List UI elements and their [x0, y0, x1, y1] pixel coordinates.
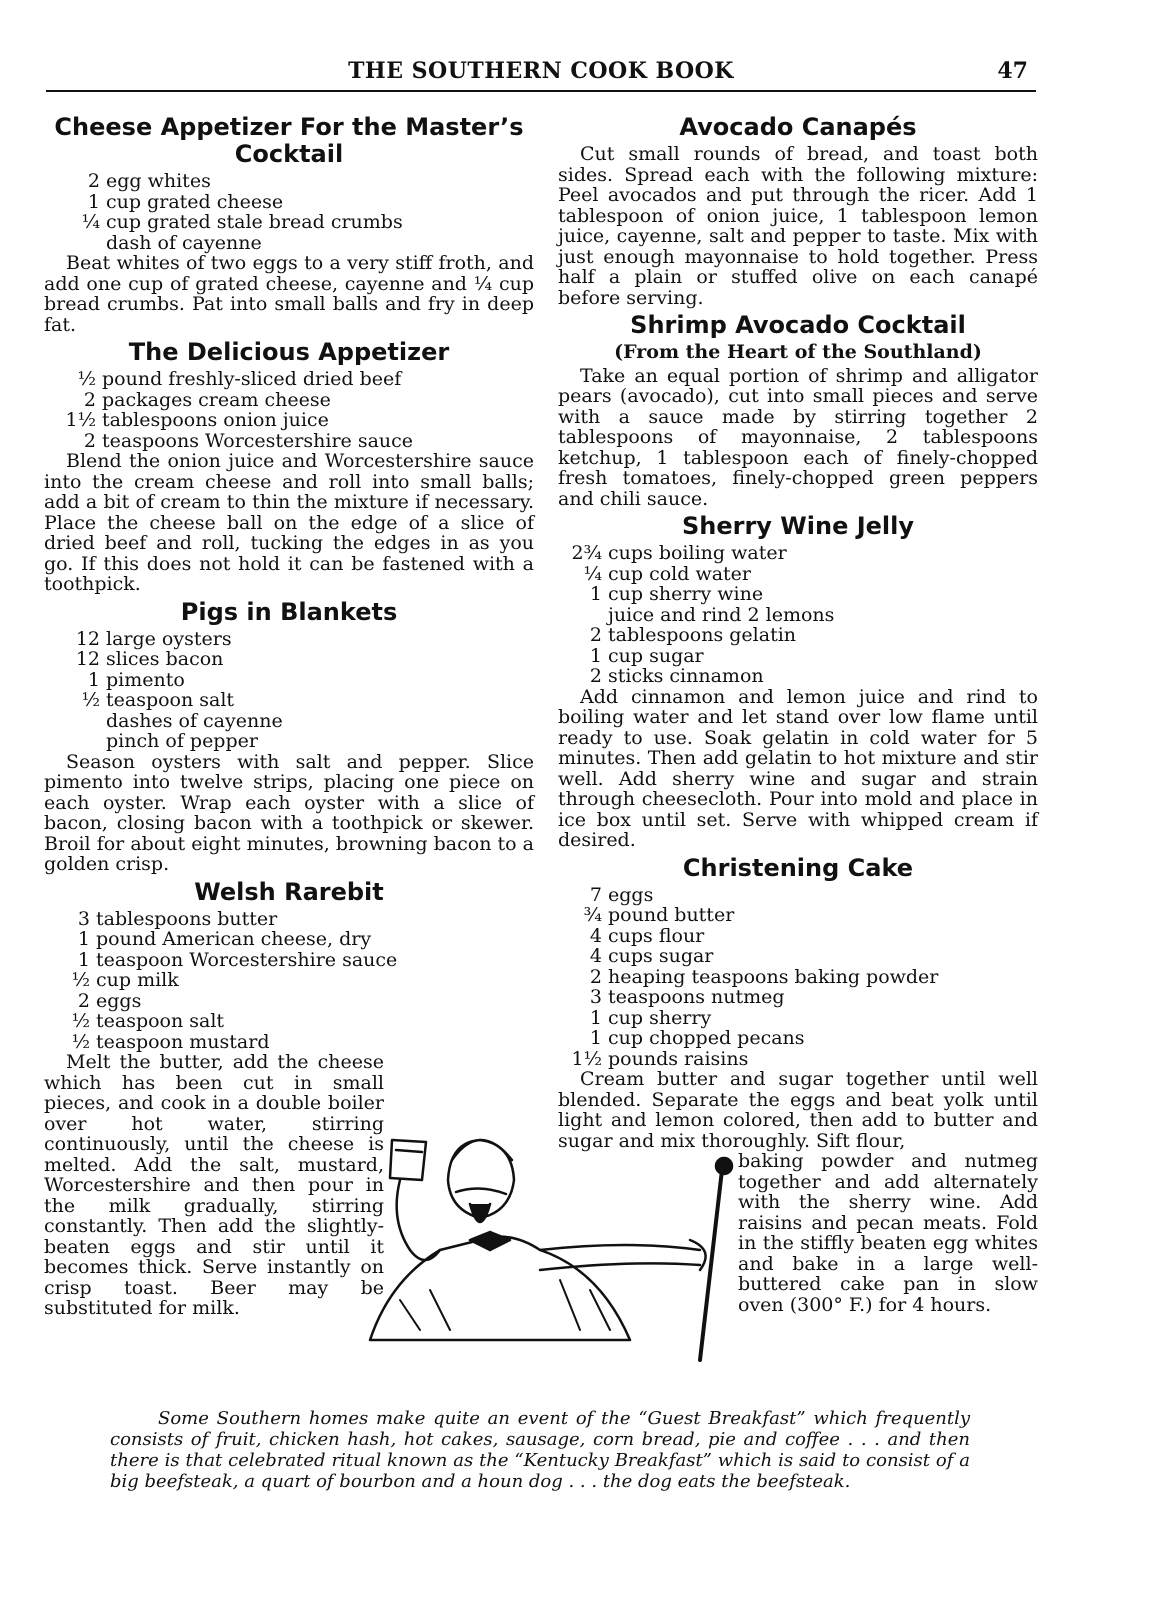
ingredient: 2¾ cups boiling water	[571, 542, 787, 564]
ingredient: ½ pound freshly-sliced dried beef	[77, 368, 402, 390]
ingredient: 1 teaspoon Worcestershire sauce	[77, 948, 398, 971]
recipe-title: Sherry Wine Jelly	[681, 512, 915, 540]
recipe-subtitle: (From the Heart of the Southland)	[614, 341, 982, 363]
ingredient: juice and rind 2 lemons	[608, 603, 835, 626]
ingredient: 2 packages cream cheese	[83, 388, 331, 411]
recipe-title: Welsh Rarebit	[194, 877, 384, 906]
ingredient-list	[44, 171, 534, 253]
ingredient: 3 teaspoons nutmeg	[589, 986, 785, 1008]
ingredient: 1 pimento	[87, 668, 185, 691]
ingredient: 3 tablespoons butter	[77, 907, 278, 930]
ingredient: 1 cup grated cheese	[87, 190, 284, 213]
recipe-title: Avocado Canapés	[679, 113, 917, 141]
ingredient: 1 cup sugar	[589, 644, 704, 667]
recipe-directions: Beat whites of two eggs to a very stiff froth, and add one cup of grated cheese, cayenne and ¼ cup bread crumbs. Pat into small balls and fry in deep fat.	[44, 252, 534, 336]
ingredient: 2 teaspoons Worcestershire sauce	[83, 429, 414, 452]
recipe-shrimp-avocado-cocktail	[558, 312, 1038, 509]
recipe-directions: Blend the onion juice and Worcestershire sauce into the cream cheese and roll into small balls; add a bit of cream to thin the mixture if necessary. Place the cheese ball on the edge of a slice of dried beef and roll, tucking the edges in as you go. If this does not hold it can be fastened with a toothpick.	[44, 450, 534, 595]
southern-gentleman-illustration	[330, 1100, 740, 1370]
recipe-sherry-wine-jelly	[558, 513, 1038, 851]
recipe-title: Cheese Appetizer For the Master’s Cocktail	[54, 113, 524, 168]
ingredient: 2 sticks cinnamon	[589, 665, 764, 687]
ingredient-list	[44, 369, 534, 451]
recipe-directions: Take an equal portion of shrimp and alligator pears (avocado), cut into small pieces and serve with a sauce made by stirring together 2 tablespoons of mayonnaise, 2 tablespoons ketchup, 1 tablespoon each of finely-chopped fresh tomatoes, finely-chopped green peppers and chili sauce.	[558, 364, 1038, 510]
recipe-title: Shrimp Avocado Cocktail	[630, 311, 966, 339]
ingredient: pinch of pepper	[106, 730, 258, 752]
ingredient: 1 pound American cheese, dry	[77, 928, 372, 950]
recipe-directions: Cut small rounds of bread, and toast both sides. Spread each with the following mixture: Peel avocados and put through the ricer. Add 1 tablespoon of onion juice, 1 tablespoon lemon juice, cayenne, salt and pepper to taste. Mix with just enough mayonnaise to hold together. Press half a plain or stuffed olive on each canapé before serving.	[558, 143, 1038, 309]
ingredient: 1½ tablespoons onion juice	[65, 409, 329, 431]
ingredient: 1 cup sherry	[589, 1006, 712, 1029]
ingredient: 2 egg whites	[87, 170, 211, 192]
recipe-directions: Cream butter and sugar together until well blended. Separate the eggs and beat yolk until light and lemon colored, then add to butter and sugar and mix thoroughly. Sift flour,	[558, 1068, 1038, 1152]
page-number: 47	[997, 58, 1028, 84]
ingredient: ¼ cup cold water	[583, 562, 751, 585]
running-head	[46, 58, 1036, 92]
ingredient: 2 tablespoons gelatin	[589, 624, 797, 646]
ingredient: 1½ pounds raisins	[571, 1047, 749, 1070]
recipe-avocado-canapes	[558, 114, 1038, 308]
recipe-directions: Melt the butter, add the cheese which has been cut in small pieces, and cook in a double boiler over hot water, stirring continuously, until the cheese is melted. Add the salt, mustard, Worcestershire and then pour in the milk gradually, stirring constantly. Then add the slightly-beaten eggs and stir until it becomes thick. Serve instantly on crisp toast. Beer may be substituted for milk.	[44, 1051, 384, 1319]
ingredient: dashes of cayenne	[106, 709, 283, 732]
ingredient-list	[44, 629, 534, 752]
recipe-directions-continued: baking powder and nutmeg together and add alternately with the sherry wine. Add raisins and pecan meats. Fold in the stiffly beaten egg whites and bake in a large well-buttered cake pan in slow oven (300° F.) for 4 hours.	[738, 1150, 1038, 1316]
ingredient: 4 cups sugar	[589, 945, 714, 967]
recipe-delicious-appetizer	[44, 339, 534, 595]
recipe-title: Pigs in Blankets	[180, 597, 398, 626]
ingredient: 7 eggs	[589, 883, 654, 906]
ingredient-list	[558, 885, 1038, 1070]
ingredient: dash of cayenne	[106, 231, 262, 254]
ingredient: 1 cup chopped pecans	[589, 1027, 805, 1049]
ingredient: 12 slices bacon	[75, 648, 224, 670]
recipe-directions: Add cinnamon and lemon juice and rind to boiling water and let stand over low flame until ready to use. Soak gelatin in cold water for 5 minutes. Then add gelatin to hot mixture and stir well. Add sherry wine and sugar and strain through cheesecloth. Pour into mold and place in ice box until set. Serve with whipped cream if desired.	[558, 685, 1038, 851]
ingredient: 12 large oysters	[75, 627, 232, 650]
ingredient-list	[558, 543, 1038, 687]
ingredient: ¼ cup grated stale bread crumbs	[81, 211, 403, 233]
ingredient: 2 heaping teaspoons baking powder	[589, 965, 939, 988]
ingredient: ¾ pound butter	[583, 904, 735, 926]
ingredient: 2 eggs	[77, 989, 142, 1012]
ingredient: 4 cups flour	[589, 924, 705, 947]
ingredient: ½ cup milk	[71, 969, 179, 991]
ingredient: 1 cup sherry wine	[589, 583, 764, 605]
book-title: THE SOUTHERN COOK BOOK	[348, 58, 734, 84]
ingredient: ½ teaspoon mustard	[71, 1030, 270, 1053]
ingredient: ½ teaspoon salt	[71, 1010, 225, 1032]
recipe-cheese-appetizer	[44, 114, 534, 335]
ingredient-list	[44, 909, 534, 1053]
recipe-title: The Delicious Appetizer	[128, 338, 450, 366]
recipe-directions: Season oysters with salt and pepper. Slice pimento into twelve strips, placing one piece on each oyster. Wrap each oyster with a slice of bacon, closing bacon with a toothpick or skewer. Broil for about eight minutes, browning bacon to a golden crisp.	[44, 750, 534, 875]
ingredient: ½ teaspoon salt	[81, 689, 235, 711]
recipe-title: Christening Cake	[682, 853, 914, 882]
recipe-pigs-in-blankets	[44, 599, 534, 875]
footer-note: Some Southern homes make quite an event of the “Guest Breakfast” which frequently consists of fruit, chicken hash, hot cakes, sausage, corn bread, pie and coffee . . . and then there is that celebrated ritual known as the “Kentucky Breakfast” which is said to consist of a big beefsteak, a quart of bourbon and a houn dog . . . the dog eats the beefsteak.	[110, 1408, 970, 1492]
